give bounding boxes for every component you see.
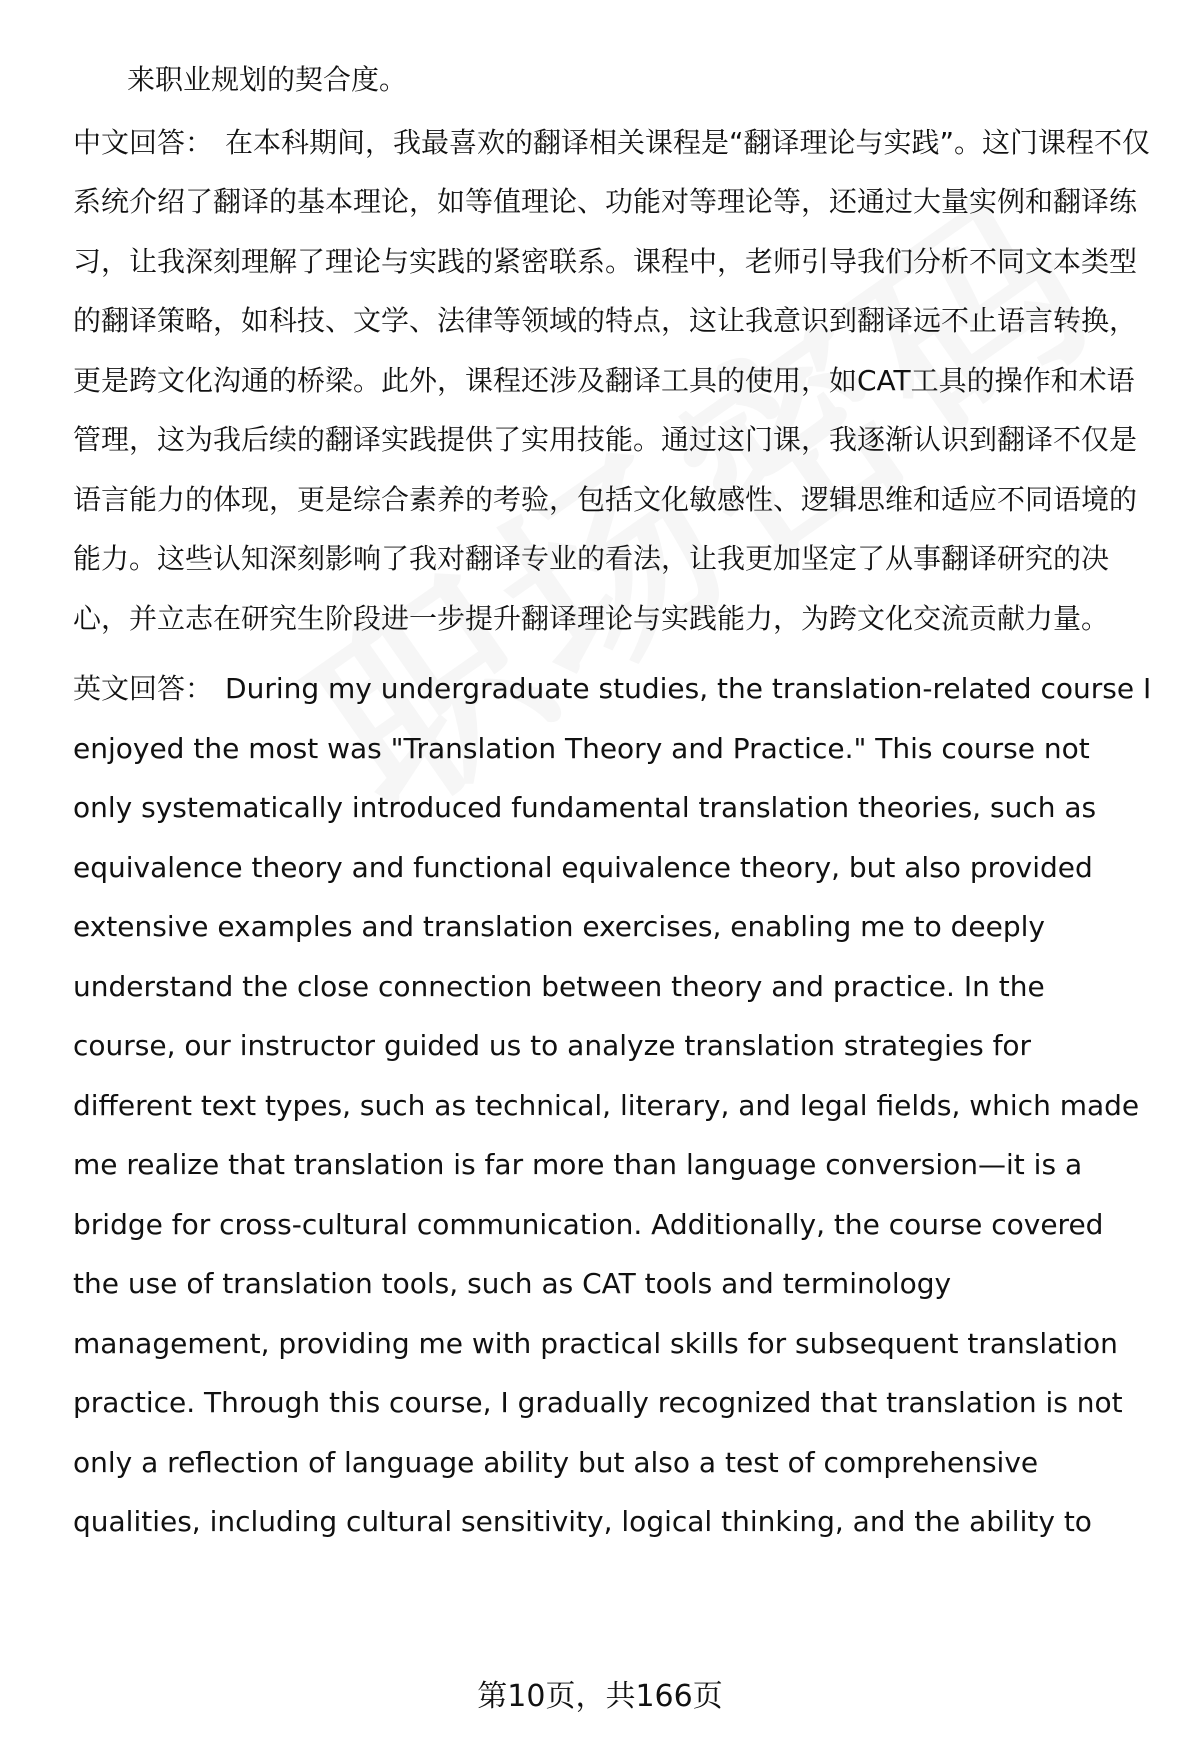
continuation-paragraph: 来职业规划的契合度。 — [127, 63, 408, 96]
chinese-answer-paragraph — [73, 113, 1153, 649]
document-body — [73, 50, 1153, 1552]
chinese-answer-label: 中文回答： — [73, 125, 214, 159]
page-number-footer: 第10页，共166页 — [477, 1679, 723, 1714]
english-answer-paragraph — [73, 659, 1153, 1552]
chinese-answer-text: 在本科期间，我最喜欢的翻译相关课程是“翻译理论与实践”。这门课程不仅系统介绍了翻译的基本理论，如等值理论、功能对等理论等，还通过大量实例和翻译练习，让我深刻理解了理论与实践的紧密联系。课程中，老师引导我们分析不同文本类型的翻译策略，如科技、文学、法律等领域的特点，这让我意识到翻译远不止语言转换，更是跨文化沟通的桥梁。此外，课程还涉及翻译工具的使用，如CAT工具的操作和术语管理，这为我后续的翻译实践提供了实用技能。通过这门课，我逐渐认识到翻译不仅是语言能力的体现，更是综合素养的考验，包括文化敏感性、逻辑思维和适应不同语境的能力。这些认知深刻影响了我对翻译专业的看法，让我更加坚定了从事翻译研究的决心，并立志在研究生阶段进一步提升翻译理论与实践能力，为跨文化交流贡献力量。 — [73, 125, 1151, 635]
english-answer-text: During my undergraduate studies, the translation-related course I enjoyed the most was "Translation Theory and Practice." This course not only systematically introduced fundamental translation theories, such as equivalence theory and functional equivalence theory, but also provided extensive examples and translation exercises, enabling me to deeply understand the close connection between theory and practice. In the course, our instructor guided us to analyze translation strategies for different text types, such as technical, literary, and legal fields, which made me realize that translation is far more than language conversion—it is a bridge for cross-cultural communication. Additionally, the course covered the use of translation tools, such as CAT tools and terminology management, providing me with practical skills for subsequent translation practice. Through this course, I gradually recognized that translation is not only a reflection of language ability but also a test of comprehensive qualities, including cultural sensitivity, logical thinking, and the ability to — [73, 672, 1152, 1538]
english-answer-label: 英文回答： — [73, 672, 214, 705]
